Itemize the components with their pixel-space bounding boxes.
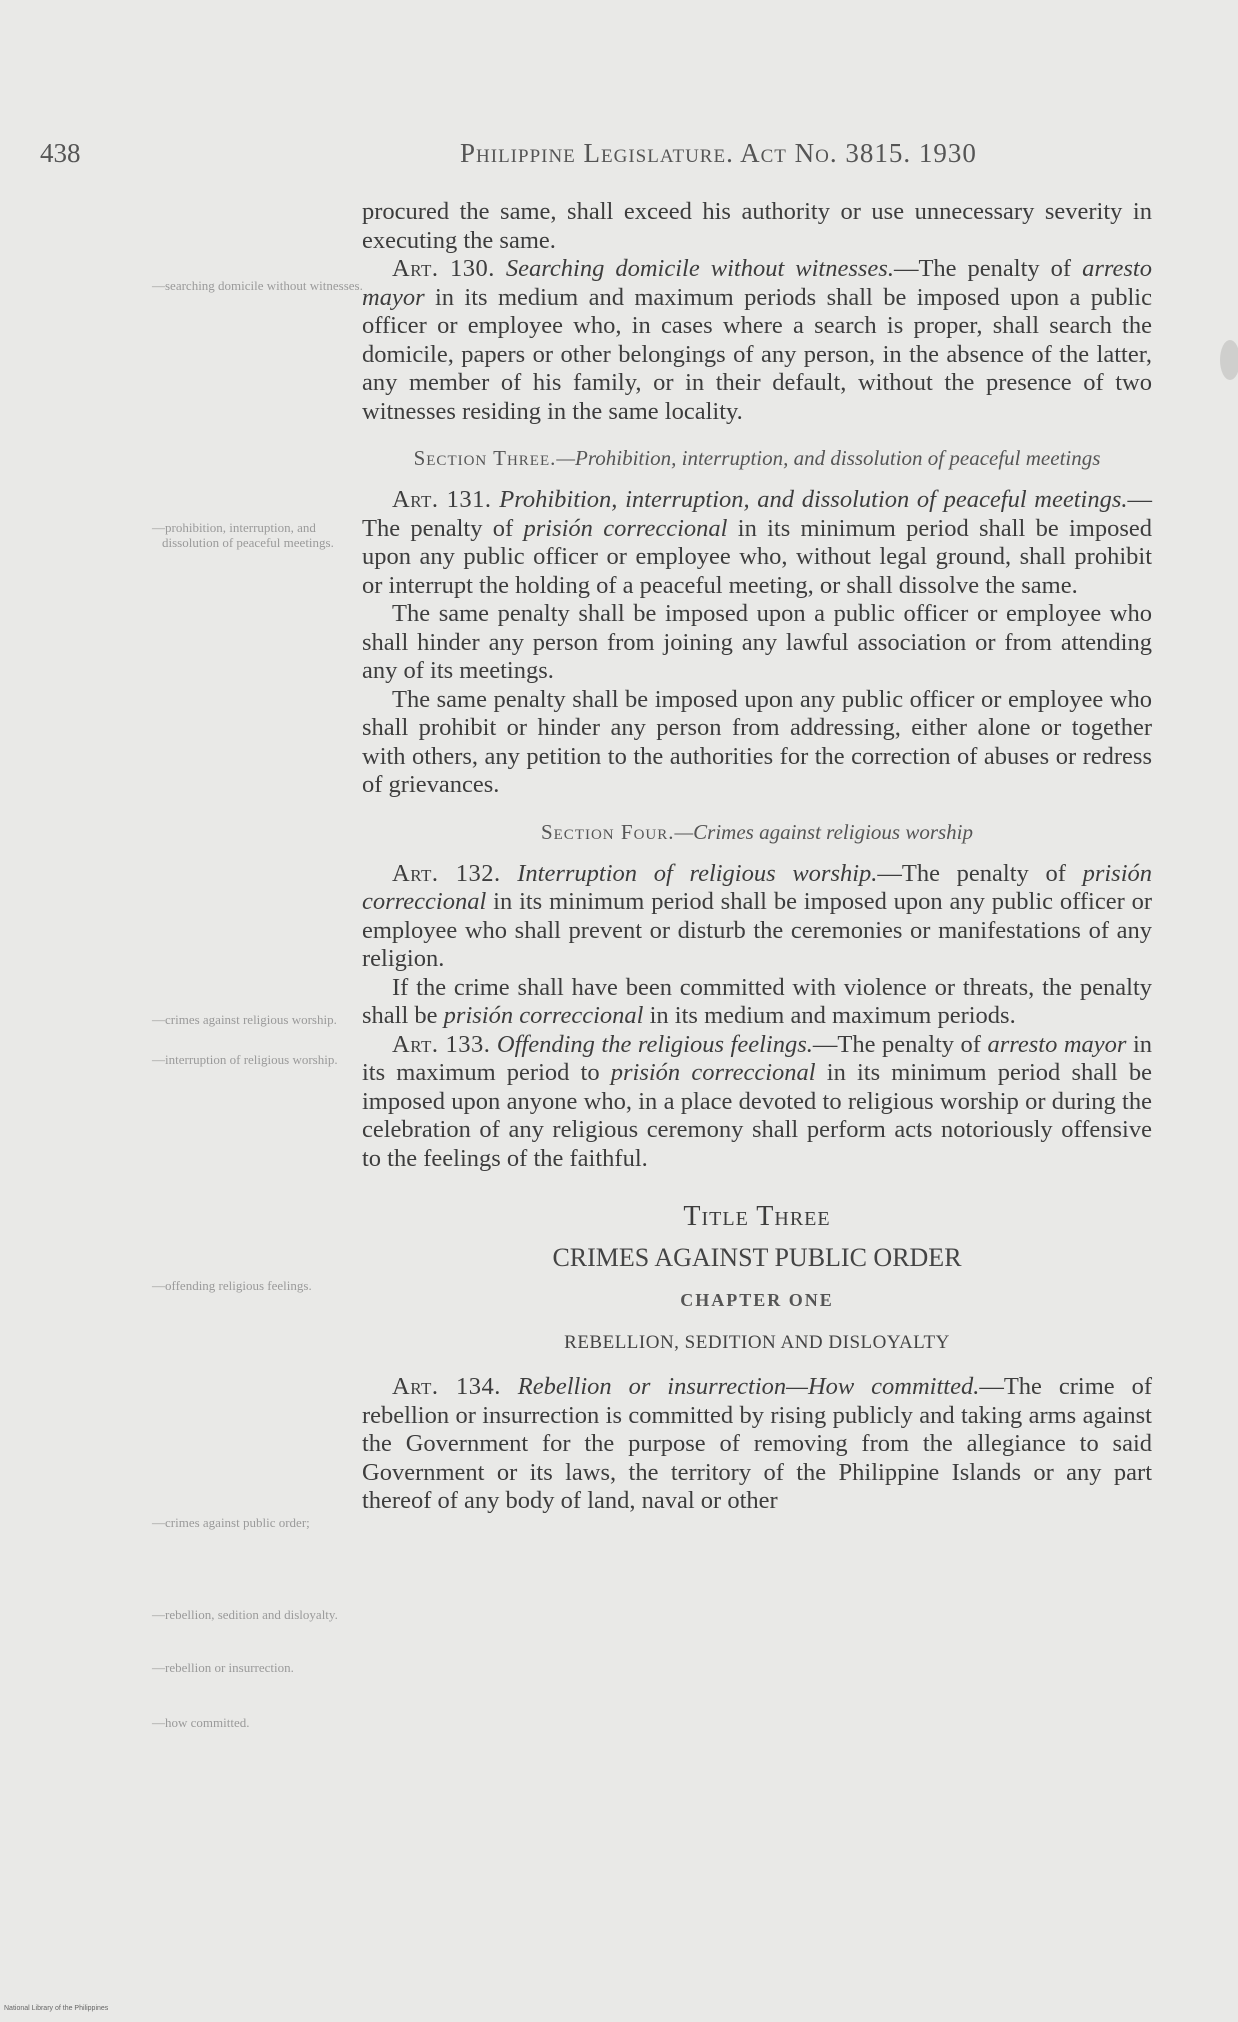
article-134 [362,1373,1152,1516]
article-132 [362,860,1152,974]
article-130 [362,255,1152,426]
article-title: Prohibition, interruption, and dissolution of peaceful meetings. [499,486,1128,513]
article-text: in its minimum period shall be imposed upon any public officer or employee who shall prevent or disturb the ceremonies or manifestations of any religion. [362,888,1152,972]
article-text: in its maximum period to [362,1030,1153,1086]
article-132-paragraph-2 [362,974,1152,1031]
legal-term: prisión correccional [610,1059,816,1086]
article-label: Art. 130. [392,255,495,282]
page-number: 438 [40,138,81,168]
running-title: Philippine Legislature. Act No. 3815. 1930 [460,138,977,168]
main-text [362,198,1152,1516]
section-title: —Crimes against religious worship [674,819,974,844]
article-text: —The crime of rebellion or insurrection is committed by rising publicly and taking arms against the Government for the purpose of removing from the allegiance to said Government or its laws, the territory of the Philippine Islands or any part thereof of any body of land, naval or other [362,1373,1152,1514]
page-header [40,138,1120,178]
section-label: Section Four. [540,819,675,844]
margin-note-how-committed: —how committed. [152,1715,250,1730]
article-131-paragraph-3: The same penalty shall be imposed upon any public officer or employee who shall prohibit or hinder any person from addressing, either alone or together with others, any petition to the authorities for the correction of abuses or redress of grievances. [362,685,1152,798]
article-text: —The penalty of [812,1030,988,1058]
margin-note-searching-domicile: —searching domicile without witnesses. [152,278,363,293]
article-131 [362,486,1152,600]
margin-note-interruption-religious: —interruption of religious worship. [152,1052,338,1067]
margin-note-rebellion-sedition: —rebellion, sedition and disloyalty. [152,1607,338,1622]
margin-note-offending-religious: —offending religious feelings. [152,1278,312,1293]
footer-credit: National Library of the Philippines [4,2005,109,2012]
article-title: Searching domicile without witnesses. [505,255,894,282]
title-three-subheading: CRIMES AGAINST PUBLIC ORDER [552,1242,962,1272]
article-text: in its medium and maximum periods shall be imposed upon a public officer or employee who, in cases where a search is proper, shall search the domicile, papers or other belongings of any person, in the absence of the latter, any member of his family, or in their default, without the presence of two witnesses residing in the same locality. [362,283,1152,425]
article-label: Art. 134. [392,1373,501,1400]
article-title: Interruption of religious worship. [517,859,878,887]
article-text: —The penalty of [877,859,1083,887]
section-four-heading [382,818,1132,846]
title-three-heading: Title Three [683,1201,831,1232]
legal-term: arresto mayor [362,255,1152,311]
section-title: —Prohibition, interruption, and dissolution of peaceful meetings [556,446,1101,470]
paragraph-continuation: procured the same, shall exceed his authority or use unnecessary severity in executing the same. [362,198,1152,254]
legal-term: prisión correccional [362,859,1152,915]
article-title: Offending the religious feelings. [496,1030,813,1058]
margin-note-crimes-public-order: —crimes against public order; [152,1515,310,1530]
article-label: Art. 133. [392,1030,491,1058]
legal-term: prisión correccional [523,514,728,542]
article-text: —The penalty of [893,255,1083,282]
article-text: If the crime shall have been committed with violence or threats, the penalty shall be [362,973,1152,1029]
article-131-paragraph-2: The same penalty shall be imposed upon a public officer or employee who shall hinder any person from joining any lawful association or from attending any of its meetings. [362,600,1152,684]
section-label: Section Three. [413,446,557,470]
chapter-one-subheading: REBELLION, SEDITION AND DISLOYALTY [564,1331,950,1353]
article-text: in its minimum period shall be imposed upon any public officer or employee who, without legal ground, shall prohibit or interrupt the holding of a peaceful meeting, or shall dissolve the same. [362,514,1153,599]
article-label: Art. 132. [392,859,501,887]
article-text: —The penalty of [362,486,1153,542]
article-text: in its minimum period shall be imposed upon anyone who, in a place devoted to religious worship or during the celebration of any religious ceremony shall perform acts notoriously offensive to the feelings of the faithful. [362,1059,1152,1172]
legal-term: prisión correccional [443,1002,644,1029]
section-three-heading [382,444,1132,472]
margin-note-prohibition: —prohibition, interruption, and dissolution of peaceful meetings. [152,520,334,550]
margin-note-rebellion-insurrection: —rebellion or insurrection. [152,1660,294,1675]
chapter-one-heading: CHAPTER ONE [680,1290,834,1310]
article-title: Rebellion or insurrection—How committed. [517,1373,980,1400]
margin-note-crimes-religious: —crimes against religious worship. [152,1012,337,1027]
article-text: in its medium and maximum periods. [643,1002,1016,1029]
page-smudge [1220,340,1238,380]
legal-term: arresto mayor [987,1030,1127,1058]
article-label: Art. 131. [392,486,492,513]
article-133 [362,1031,1152,1174]
